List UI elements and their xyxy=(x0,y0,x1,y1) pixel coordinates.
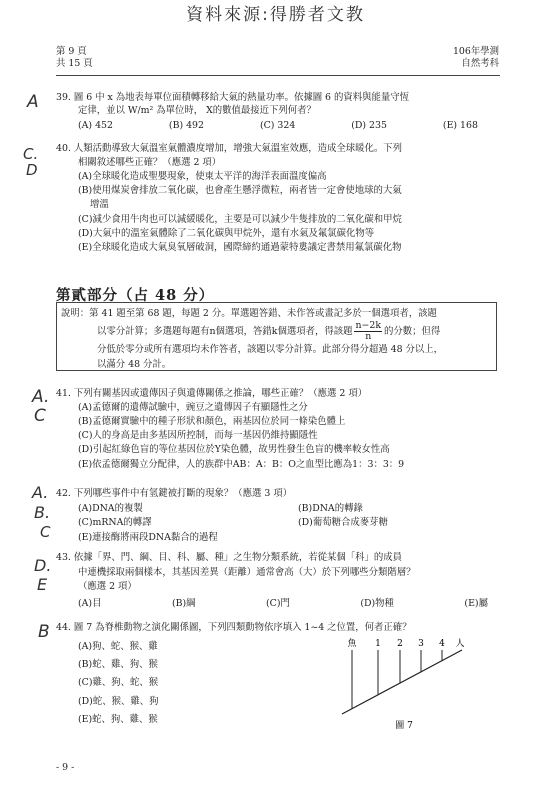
question-39-option-c: (C) 324 xyxy=(259,120,296,132)
question-42-option-e: (E)連接酶將兩段DNA黏合的過程 xyxy=(78,531,218,543)
question-40 xyxy=(56,142,501,255)
exam-year: 106年學測 xyxy=(452,46,499,57)
question-39-stem: 39. 圖 6 中 x 為地表每單位面積轉移給大氣的熱量功率。依據圖 6 的資料與能量守恆 xyxy=(56,92,409,103)
exam-subject: 自然考科 xyxy=(461,58,499,69)
question-40-stem-cont: 相關敘述哪些正確？（應選 2 項） xyxy=(78,157,222,169)
handwritten-answer-39: A xyxy=(27,92,39,112)
question-43-stem-cont2: （應選 2 項） xyxy=(78,581,137,593)
question-42-option-d: (D)葡萄糖合成麥芽糖 xyxy=(298,517,388,529)
question-43-stem-cont: 中連機採取兩個樣本，其基因差異（距離）通常會高（大）於下列哪些分類階層？ xyxy=(78,566,416,578)
question-39-options xyxy=(56,120,478,133)
question-43-stem: 43. 依據「界、門、綱、目、科、屬、種」之生物分類系統，若從某個「科」的成員 xyxy=(56,552,403,563)
figure-7-cladogram xyxy=(300,634,500,730)
handwritten-answer-42c: C xyxy=(40,523,51,541)
handwritten-answer-40a: C. xyxy=(23,145,39,163)
handwritten-answer-40b: D xyxy=(26,161,38,179)
fraction-numerator: n−2k xyxy=(355,320,382,332)
handwritten-answer-41b: C xyxy=(34,406,46,426)
question-39-stem-cont: 定律，並以 W/m² 為單位時， X的數值最接近下列何者？ xyxy=(78,104,316,116)
handwritten-answer-43a: D. xyxy=(34,556,52,575)
question-43 xyxy=(56,551,501,611)
handwritten-answer-44: B xyxy=(38,622,50,642)
section-title: 第貳部分（占 48 分） xyxy=(56,287,215,304)
handwritten-answer-42b: B. xyxy=(34,503,51,522)
question-43-option-c: (C)門 xyxy=(266,597,290,609)
question-39-option-e: (E) 168 xyxy=(442,120,478,132)
question-41-option-b: (B)孟德爾實驗中的種子形狀和顏色，兩基因位於同一條染色體上 xyxy=(78,416,346,428)
fig-label-3: 3 xyxy=(418,639,424,649)
fig-label-human: 人 xyxy=(455,639,465,649)
question-42-stem: 42. 下列哪些事件中有氫鍵被打斷的現象？（應選 3 項） xyxy=(56,488,293,499)
fraction-denominator: n xyxy=(365,330,372,342)
section-instructions xyxy=(56,302,497,371)
handwritten-answer-43b: E xyxy=(37,575,48,594)
question-43-option-b: (B)綱 xyxy=(171,597,196,609)
instructions-line-1: 說明：第 41 題至第 68 題，每題 2 分。單選題答錯、未作答或畫記多於一個選項者，該題 xyxy=(61,308,437,319)
question-40-option-e: (E)全球暖化造成大氣臭氧層破洞，國際締約通過蒙特婁議定書禁用氟氯碳化物 xyxy=(78,241,402,253)
question-43-option-d: (D)物種 xyxy=(360,597,394,609)
watermark-stamp: 資料來源:得勝者文教 xyxy=(186,5,365,25)
question-42-option-a: (A)DNA的複製 xyxy=(78,502,143,514)
question-43-option-a: (A)目 xyxy=(78,597,102,609)
question-40-option-b: (B)使用煤炭會排放二氧化碳，也會產生懸浮微粒，兩者皆一定會使地球的大氣 xyxy=(78,185,402,197)
question-42 xyxy=(56,487,501,545)
question-43-options xyxy=(56,597,488,612)
question-41-option-e: (E)依孟德爾獨立分配律，人的族群中AB：A：B：O之血型比應為1：3：3：9 xyxy=(78,458,405,470)
page-label: 第 9 頁 xyxy=(56,46,87,57)
question-44-option-c: (C)雞、狗、蛇、猴 xyxy=(78,677,159,689)
question-44-option-e: (E)蛇、狗、雞、猴 xyxy=(78,713,158,725)
total-pages-label: 共 15 頁 xyxy=(56,58,93,69)
header-rule xyxy=(56,75,500,76)
question-40-option-c: (C)減少食用牛肉也可以減緩暖化，主要是可以減少牛隻排放的二氧化碳和甲烷 xyxy=(78,213,402,225)
question-40-option-d: (D)大氣中的溫室氣體除了二氧化碳與甲烷外，還有水氣及氟氯碳化物等 xyxy=(78,227,375,239)
question-40-option-b-cont: 增溫 xyxy=(90,199,109,211)
question-39 xyxy=(56,92,501,133)
page-number-footer: - 9 - xyxy=(56,762,75,773)
score-fraction xyxy=(354,321,382,342)
question-39-option-b: (B) 492 xyxy=(168,120,204,132)
instructions-line-2b: 的分數；但得 xyxy=(384,325,441,337)
question-44-stem: 44. 圖 7 為脊椎動物之演化關係圖，下列四類動物依序填入 1~4 之位置，何者正確？ xyxy=(56,622,412,633)
question-41-option-d: (D)引起紅綠色盲的等位基因位於Y染色體，故男性發生色盲的機率較女性高 xyxy=(78,444,390,456)
fig-label-1: 1 xyxy=(375,639,381,649)
question-39-option-d: (D) 235 xyxy=(351,120,387,132)
question-44-option-d: (D)蛇、猴、雞、狗 xyxy=(78,695,159,707)
instructions-line-2 xyxy=(61,321,492,342)
question-44-option-b: (B)蛇、雞、狗、猴 xyxy=(78,658,158,670)
question-41 xyxy=(56,387,501,472)
handwritten-answer-42a: A. xyxy=(32,483,49,502)
instructions-line-3: 分低於零分或所有選項均未作答者，該題以零分計算。此部分得分超過 48 分以上， xyxy=(97,343,444,355)
fig-label-2: 2 xyxy=(397,639,403,649)
fig-label-4: 4 xyxy=(439,639,445,649)
clade-main-branch xyxy=(342,650,462,714)
question-40-option-a: (A)全球暖化造成聖嬰現象，使東太平洋的海洋表面溫度偏高 xyxy=(78,171,327,183)
question-44-option-a: (A)狗、蛇、猴、雞 xyxy=(78,640,158,652)
figure-7-caption: 圖 7 xyxy=(395,721,413,730)
question-42-options xyxy=(56,502,501,531)
handwritten-answer-41a: A. xyxy=(32,387,50,407)
question-42-option-b: (B)DNA的轉錄 xyxy=(298,502,363,514)
instructions-line-4: 以滿分 48 分計。 xyxy=(97,358,172,370)
instructions-line-2a: 以零分計算；多選題每題有n個選項，答錯k個選項者，得該題 xyxy=(97,325,353,337)
question-41-option-a: (A)孟德爾的遺傳試驗中，豌豆之遺傳因子有顯隱性之分 xyxy=(78,402,308,414)
question-42-option-c: (C)mRNA的轉譯 xyxy=(78,517,152,529)
question-43-option-e: (E)屬 xyxy=(464,597,488,609)
fig-label-fish: 魚 xyxy=(347,639,357,649)
question-41-stem: 41. 下列有關基因或遺傳因子與遺傳關係之推論，哪些正確？（應選 2 項） xyxy=(56,388,368,399)
question-40-stem: 40. 人類活動導致大氣溫室氣體濃度增加，增強大氣溫室效應，造成全球暖化。下列 xyxy=(56,143,403,154)
question-39-option-a: (A) 452 xyxy=(78,120,113,132)
question-41-option-c: (C)人的身高是由多基因所控制，而每一基因仍維持顯隱性 xyxy=(78,430,318,442)
